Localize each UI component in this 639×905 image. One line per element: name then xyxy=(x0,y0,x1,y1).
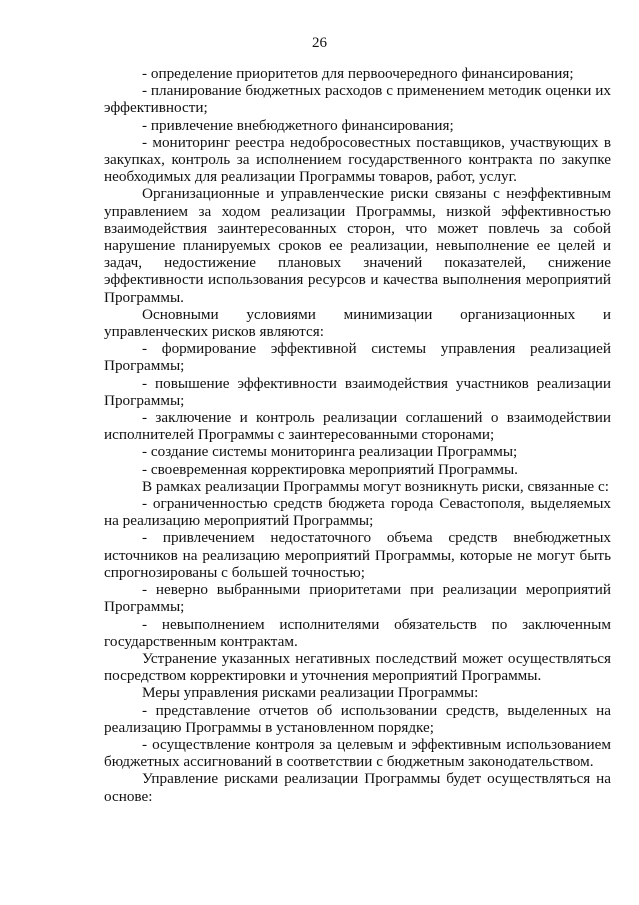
list-item-non-fulfillment: - невыполнением исполнителями обязательств по заключенным государственным контрактам. xyxy=(104,615,611,650)
paragraph-possible-risks: В рамках реализации Программы могут возникнуть риски, связанные с: xyxy=(142,477,609,495)
list-item-priorities: - определение приоритетов для первоочередного финансирования; xyxy=(142,65,574,82)
paragraph-elimination: Устранение указанных негативных последствий может осуществляться посредством корректировки и уточнения мероприятий Программы. xyxy=(104,649,611,685)
paragraph-risk-management-basis: Управление рисками реализации Программы будет осуществляться на основе: xyxy=(104,770,611,805)
paragraph-organizational-risks: Организационные и управленческие риски связаны с неэффективным управлением за ходом реализации Программы, низкой эффективностью взаимодействия заинтересованных сторон, что может повлечь за собой нарушение планируемых сроков ее реализации, невыполнение ее целей и задач, недостижение плановых значений показателей, снижение эффективности использования ресурсов и качества выполнения мероприятий Программы. xyxy=(104,185,611,306)
list-item-wrong-priorities: - неверно выбранными приоритетами при реализации мероприятий Программы; xyxy=(104,581,611,616)
list-item-insufficient-funds: - привлечением недостаточного объема средств внебюджетных источников на реализацию мероприятий Программы, которые не могут быть спрогнозированы с большей точностью; xyxy=(104,529,611,581)
paragraph-minimization-conditions: Основными условиями минимизации организационных и управленческих рисков являются: xyxy=(104,305,611,341)
list-item-limited-budget: - ограниченностью средств бюджета города Севастополя, выделяемых на реализацию мероприятий Программы; xyxy=(104,495,611,530)
paragraph-risk-measures: Меры управления рисками реализации Программы: xyxy=(142,684,479,702)
list-item-agreements: - заключение и контроль реализации соглашений о взаимодействии исполнителей Программы с заинтересованными сторонами; xyxy=(104,409,611,444)
list-item-budget-control: - осуществление контроля за целевым и эффективным использованием бюджетных ассигнований в соответствии с бюджетным законодательством. xyxy=(104,735,611,771)
document-body xyxy=(104,65,611,805)
list-item-management-system: - формирование эффективной системы управления реализацией Программы; xyxy=(104,340,611,375)
list-item-reports: - представление отчетов об использовании средств, выделенных на реализацию Программы в установленном порядке; xyxy=(104,701,611,736)
list-item-supplier-monitoring: - мониторинг реестра недобросовестных поставщиков, участвующих в закупках, контроль за исполнением государственного контракта по закупке необходимых для реализации Программы товаров, работ, услуг. xyxy=(104,133,611,186)
list-item-interaction-efficiency: - повышение эффективности взаимодействия участников реализации Программы; xyxy=(104,374,611,409)
list-item-budget-planning: - планирование бюджетных расходов с применением методик оценки их эффективности; xyxy=(104,82,611,117)
list-item-off-budget-financing: - привлечение внебюджетного финансирования; xyxy=(142,116,454,134)
page-number: 26 xyxy=(312,35,327,51)
list-item-monitoring-system: - создание системы мониторинга реализации Программы; xyxy=(142,443,518,461)
list-item-timely-adjustment: - своевременная корректировка мероприятий Программы. xyxy=(142,460,518,478)
